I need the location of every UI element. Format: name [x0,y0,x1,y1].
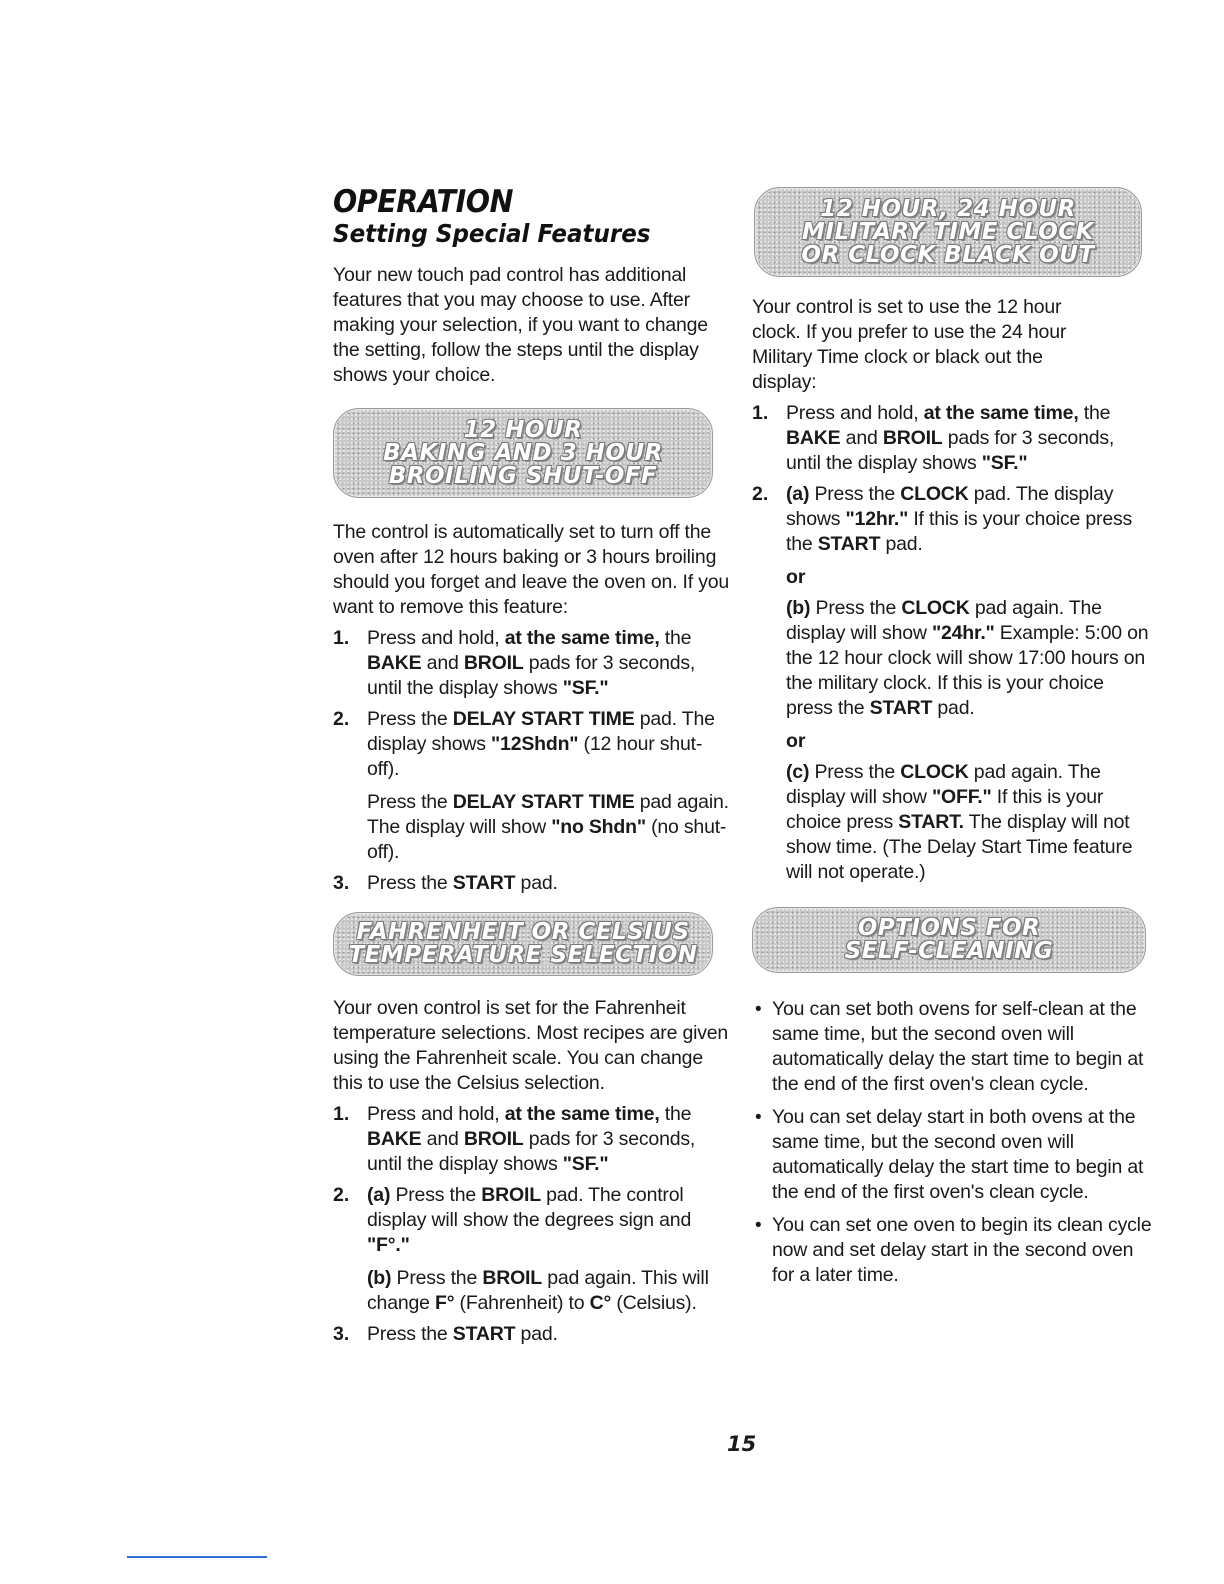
step-number: 1. [752,402,769,424]
left-column [333,185,733,1355]
list-item [752,401,1152,476]
banner-line: OR CLOCK BLACK OUT [801,241,1095,268]
bullet-icon: • [755,999,762,1020]
banner-line: FAHRENHEIT OR CELSIUS [356,919,690,945]
self-clean-list [752,997,1152,1288]
list-item: • You can set one oven to begin its clean cycle now and set delay start in the second oven for a later time. [752,1213,1152,1288]
step-number: 1. [333,1103,350,1125]
bullet-icon: • [755,1215,762,1236]
intro-paragraph: Your new touch pad control has additional features that you may choose to use. After making your selection, if you want to change the setting, follow the steps until the display shows your choice. [333,264,708,386]
step-text: Press the START pad. [367,1323,558,1345]
list-item [333,626,733,701]
step-number: 2. [333,1184,350,1206]
banner-line: 12 HOUR, 24 HOUR [820,195,1076,222]
bullet-icon: • [755,1107,762,1128]
list-item [333,1183,733,1316]
banner-line: 12 HOUR [463,416,583,443]
step-number: 2. [333,708,350,730]
shutoff-steps [333,626,733,896]
banner-line: MILITARY TIME CLOCK [802,218,1094,245]
clock-banner [754,187,1142,277]
step-number: 3. [333,872,350,894]
self-clean-banner [752,907,1146,973]
shutoff-banner [333,408,713,498]
shutoff-intro: The control is automatically set to turn off the oven after 12 hours baking or 3 hours broiling should you forget and leave the oven on. If you want to remove this feature: [333,521,730,618]
clock-intro: Your control is set to use the 12 hour clock. If you prefer to use the 24 hour Military Time clock or black out the display: [752,296,1067,393]
step-text: (a) Press the BROIL pad. The control display will show the degrees sign and "F°." (b) Press the BROIL pad again. This will change F° (Fahrenheit) to C° (Celsius). [367,1184,709,1314]
banner-line: TEMPERATURE SELECTION [348,942,698,968]
list-item [333,871,733,896]
step-text: Press and hold, at the same time, the BAKE and BROIL pads for 3 seconds, until the display shows "SF." [786,402,1115,474]
banner-line: OPTIONS FOR [857,915,1041,941]
step-number: 3. [333,1323,350,1345]
step-number: 1. [333,627,350,649]
step-text: Press the DELAY START TIME pad. The display shows "12Shdn" (12 hour shut-off). Press the DELAY START TIME pad again. The display will show "no Shdn" (no shut-off). [367,708,729,863]
page-subtitle: Setting Special Features [333,219,651,248]
list-item [333,707,733,865]
step-text: (a) Press the CLOCK pad. The display shows "12hr." If this is your choice press the START pad. or (b) Press the CLOCK pad again. The display will show "24hr." Example: 5:00 on the 12 hour clock will show 17:00 hours on the military clock. If this is your choice press the START pad. or (c) Press the CLOCK pad again. The display will show "OFF." If this is your choice press START. The display will not show time. (The Delay Start Time feature will not operate.) [786,482,1152,885]
or-label: or [786,566,806,588]
or-label: or [786,730,806,752]
temperature-steps [333,1102,733,1347]
page-title: OPERATION [333,184,513,220]
list-item: • You can set delay start in both ovens at the same time, but the second oven will automatically delay the start time to begin at the end of the first oven's clean cycle. [752,1105,1152,1205]
right-column [752,185,1152,1296]
temperature-banner [333,912,713,976]
temperature-intro: Your oven control is set for the Fahrenheit temperature selections. Most recipes are given using the Fahrenheit scale. You can change this to use the Celsius selection. [333,997,729,1094]
clock-steps [752,401,1152,885]
list-item [752,482,1152,885]
step-text: Press and hold, at the same time, the BAKE and BROIL pads for 3 seconds, until the display shows "SF." [367,627,696,699]
page-number: 15 [727,1432,757,1456]
banner-line: BROILING SHUT-OFF [388,462,658,489]
list-item: • You can set both ovens for self-clean at the same time, but the second oven will automatically delay the start time to begin at the end of the first oven's clean cycle. [752,997,1152,1097]
step-text: Press and hold, at the same time, the BAKE and BROIL pads for 3 seconds, until the display shows "SF." [367,1103,696,1175]
step-text: Press the START pad. [367,872,558,894]
banner-line: SELF-CLEANING [844,938,1054,964]
list-item [333,1102,733,1177]
scan-edge-line [127,1556,267,1558]
step-number: 2. [752,483,769,505]
banner-line: BAKING AND 3 HOUR [383,439,663,466]
list-item [333,1322,733,1347]
